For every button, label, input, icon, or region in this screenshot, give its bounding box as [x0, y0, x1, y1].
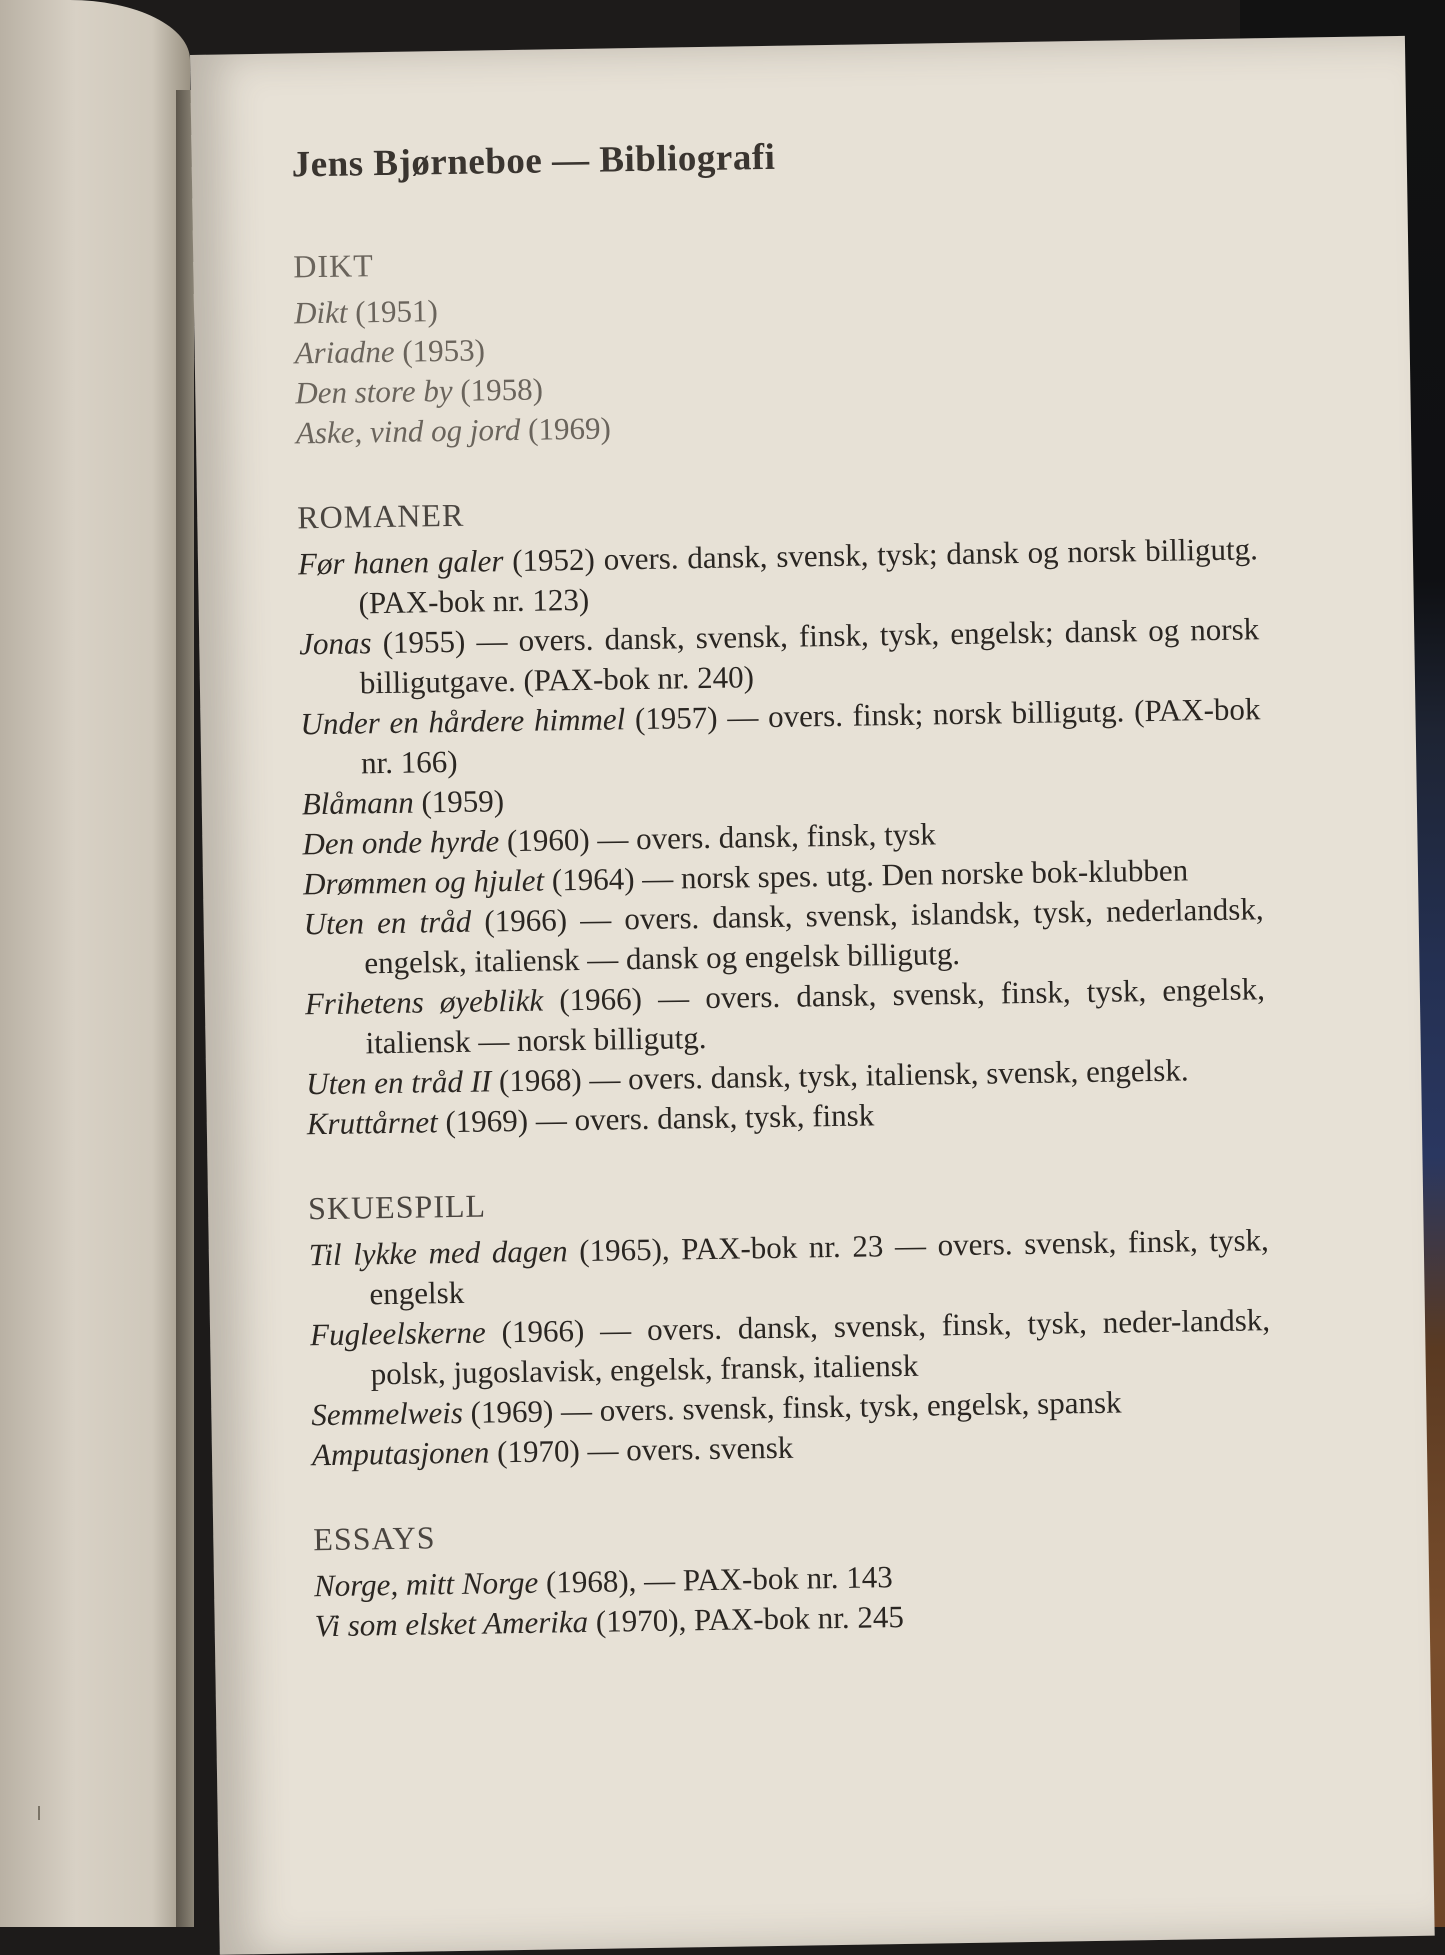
work-details: (1968) — overs. dansk, tysk, italiensk, svensk, engelsk. — [490, 1052, 1189, 1099]
bibliography-entry — [300, 689, 1261, 784]
left-page-edge — [0, 0, 190, 1927]
work-title: Frihetens øyeblikk — [304, 982, 544, 1022]
work-title: Den onde hyrde — [302, 823, 500, 862]
work-details: (1960) — overs. dansk, finsk, tysk — [498, 816, 936, 859]
work-title: Jonas — [298, 625, 372, 662]
bibliography-entry — [309, 1220, 1270, 1315]
work-details: (1968), — PAX-bok nr. 143 — [537, 1559, 893, 1600]
section-essays — [313, 1506, 1275, 1646]
work-details: (1969) — overs. svensk, finsk, tysk, engelsk, spansk — [462, 1384, 1122, 1430]
left-page-mark — [38, 1806, 40, 1820]
work-title: Vi som elsket Amerika — [314, 1603, 589, 1644]
work-title: Blåmann — [301, 784, 414, 822]
bibliography-entry — [299, 609, 1260, 704]
section-romaner — [297, 484, 1267, 1144]
work-title: Uten en tråd II — [305, 1063, 492, 1102]
work-title: Under en hårdere himmel — [300, 701, 626, 742]
bibliography-content — [291, 128, 1275, 1692]
work-details: (1951) — [347, 293, 439, 330]
work-details: (1955) — overs. dansk, svensk, finsk, tysk, engelsk; dansk og norsk billigutgave. (PAX-bok nr. 240) — [359, 611, 1260, 701]
work-details: (1966) — overs. dansk, svensk, finsk, tysk, neder-landsk, polsk, jugoslavisk, engelsk, fransk, italiensk — [370, 1302, 1271, 1392]
bibliography-entry — [305, 969, 1266, 1064]
work-title: Drømmen og hjulet — [302, 862, 545, 902]
work-details: (1953) — [394, 332, 486, 369]
work-details: (1966) — overs. dansk, svensk, finsk, tysk, engelsk, italiensk — norsk billigutg. — [365, 971, 1266, 1061]
work-details: (1970) — overs. svensk — [489, 1429, 794, 1470]
work-title: Aske, vind og jord — [295, 411, 521, 451]
work-details: (1959) — [413, 783, 505, 820]
section-heading: SKUESPILL — [307, 1187, 487, 1227]
page-title: Jens Bjørneboe — Bibliografi — [291, 136, 776, 186]
work-details: (1965), PAX-bok nr. 23 — overs. svensk, finsk, tysk, engelsk — [369, 1222, 1270, 1312]
work-details: (1970), PAX-bok nr. 245 — [587, 1598, 905, 1639]
bibliography-entry — [298, 529, 1259, 624]
book-page — [190, 36, 1435, 1955]
section-dikt — [293, 233, 1256, 453]
work-details: (1964) — norsk spes. utg. Den norske bok-klubben — [543, 852, 1189, 898]
work-title: Amputasjonen — [311, 1434, 490, 1473]
section-heading: DIKT — [293, 247, 375, 285]
work-details: (1957) — overs. finsk; norsk billigutg. (PAX-bok nr. 166) — [360, 691, 1261, 781]
section-heading: ROMANER — [296, 496, 465, 536]
work-details: (1958) — [452, 371, 544, 408]
work-title: Semmelweis — [311, 1394, 464, 1433]
book-gutter — [176, 90, 194, 1927]
work-title: Ariadne — [294, 333, 395, 371]
work-title: Dikt — [293, 294, 348, 331]
section-heading: ESSAYS — [313, 1519, 436, 1558]
work-title: Den store by — [295, 372, 453, 411]
work-details: (1966) — overs. dansk, svensk, islandsk, tysk, nederlandsk, engelsk, italiensk — dansk og engelsk billigutg. — [364, 891, 1264, 981]
work-details: (1969) — [520, 410, 612, 447]
work-details: (1952) overs. dansk, svensk, tysk; dansk og norsk billigutg. (PAX-bok nr. 123) — [358, 531, 1259, 621]
work-title: Kruttårnet — [306, 1104, 438, 1142]
work-title: Fugleelskerne — [309, 1314, 486, 1353]
bibliography-entry — [303, 889, 1264, 984]
work-details: (1969) — overs. dansk, tysk, finsk — [437, 1097, 875, 1140]
work-title: Til lykke med dagen — [308, 1233, 568, 1273]
section-skuespill — [308, 1175, 1272, 1475]
work-title: Uten en tråd — [303, 903, 472, 942]
bibliography-entry — [310, 1300, 1271, 1395]
work-title: Norge, mitt Norge — [313, 1564, 539, 1604]
work-title: Før hanen galer — [297, 543, 504, 582]
